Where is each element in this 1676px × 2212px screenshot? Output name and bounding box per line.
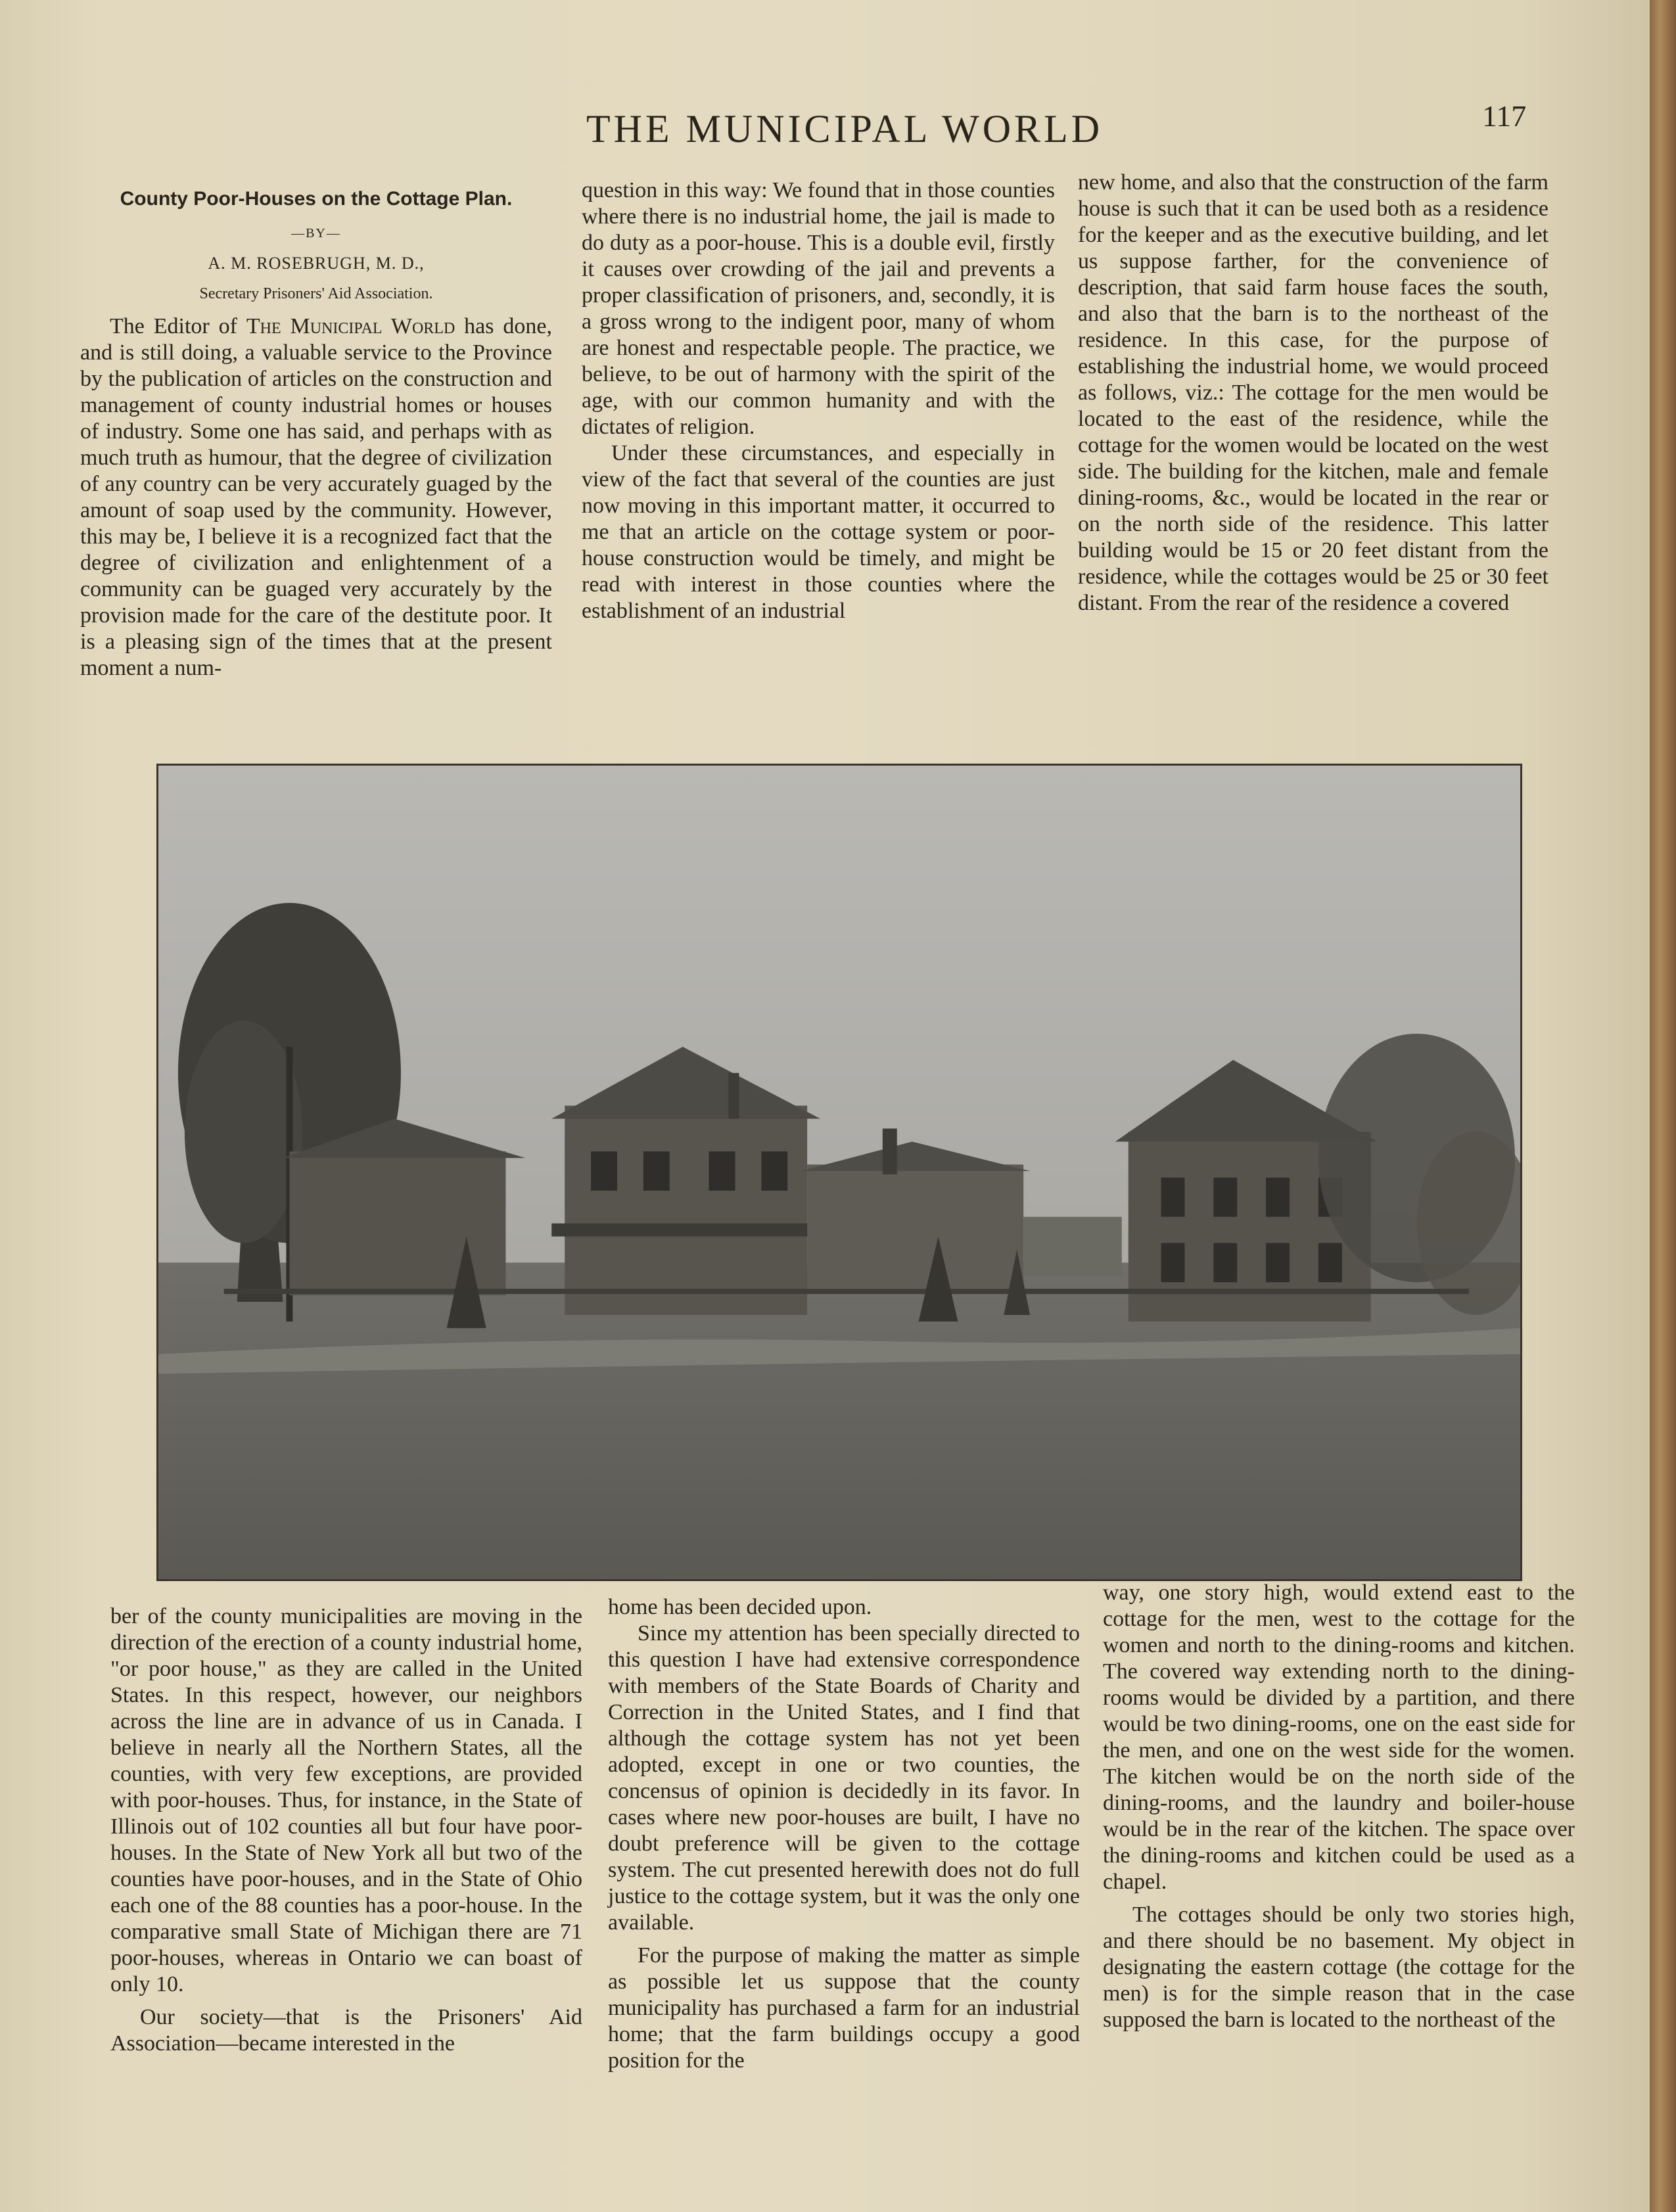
column-3 — [1078, 170, 1548, 616]
paragraph: Our society—that is the Prisoners' Aid Association—became interested in the — [110, 2005, 582, 2056]
paragraph: The cottages should be only two stories high, and there should be no basement. My object in designating the eastern cottage (the cottage for the men) is for the simple reason that in the case supposed the barn is located to the northeast of the — [1103, 1902, 1575, 2032]
photo-illustration — [158, 766, 1520, 1579]
paragraph: ber of the county municipalities are moving in the direction of the erection of a county industrial home, "or poor house," as they are called in the United States. In this respect, however, our neighbors across the line are in advance of us in Canada. I believe in nearly all the Northern States, all the counties, with very few exceptions, are provided with poor-houses. Thus, for instance, in the State of Illinois out of 102 counties all but four have poor-houses. In the State of New York all but two of the counties have poor-houses, and in the State of Ohio each one of the 88 counties has a poor-house. In the comparative small State of Michigan there are 71 poor-houses, whereas in Ontario we can boast of only 10. — [110, 1604, 582, 1996]
paragraph: question in this way: We found that in those counties where there is no industrial home, the jail is made to do duty as a poor-house. This is a double evil, firstly it causes over crowding of the jail and prevents a proper classification of prisoners, and, secondly, it is a gross wrong to the indigent poor, many of whom are honest and respectable people. The practice, we believe, to be out of harmony with the spirit of the age, with our common humanity and with the dictates of religion. — [582, 178, 1055, 439]
column-1 — [80, 186, 552, 681]
article-title: County Poor-Houses on the Cottage Plan. — [120, 188, 513, 210]
paragraph — [80, 313, 552, 681]
paragraph: way, one story high, would extend east to the cottage for the men, west to the cottage for the women and north to the dining-rooms and kitchen. The covered way extending north to the dining-rooms would be divided by a partition, and there would be two dining-rooms, one on the east side for the men, and one on the west side for the women. The kitchen would be on the north side of the dining-rooms, and the laundry and boiler-house would be in the rear of the kitchen. The space over the dining-rooms and kitchen could be used as a chapel. — [1103, 1580, 1575, 1894]
article-affiliation: Secretary Prisoners' Aid Association. — [199, 285, 433, 302]
paragraph: new home, and also that the construction of the farm house is such that it can be used both as a residence for the keeper and as the executive building, and let us suppose farther, for the convenience of description, that said farm house faces the south, and also that the barn is to the northeast of the residence. In this case, for the purpose of establishing the industrial home, we would proceed as follows, viz.: The cottage for the men would be located to the east of the residence, while the cottage for the women would be located on the west side. The building for the kitchen, male and female dining-rooms, &c., would be located in the rear or on the north side of the residence. This latter building would be 15 or 20 feet distant from the residence, while the cottages would be 25 or 30 feet distant. From the rear of the residence a covered — [1078, 170, 1548, 615]
column-6 — [1103, 1580, 1575, 2033]
column-2 — [582, 177, 1055, 624]
paragraph-text: has done, and is still doing, a valuable service to the Province by the publication of articles on the construction and management of county industrial homes or houses of industry. Some one has said, and perhaps with as much truth as humour, that the degree of civilization of any country can be very accurately guaged by the amount of soap used by the community. However, this may be, I believe it is a recognized fact that the degree of civilization and enlightenment of a community can be guaged very accurately by the provision made for the care of the destitute poor. It is a pleasing sign of the times that at the present moment a num- — [80, 314, 552, 680]
paragraph: For the purpose of making the matter as simple as possible let us suppose that the county municipality has purchased a farm for an industrial home; that the farm buildings occupy a good position for the — [608, 1943, 1080, 2073]
column-5 — [608, 1594, 1080, 2074]
book-binding-edge — [1650, 0, 1676, 2212]
article-byline: —BY— — [291, 226, 341, 241]
running-header: THE MUNICIPAL WORLD — [586, 107, 1104, 150]
poor-house-photograph — [156, 764, 1522, 1581]
paragraph-text: The Editor of — [110, 314, 246, 338]
article-author: A. M. ROSEBRUGH, M. D., — [208, 254, 425, 273]
publication-name: The Municipal World — [246, 314, 455, 338]
paragraph: Since my attention has been specially directed to this question I have had extensive correspondence with members of the State Boards of Charity and Correction in the United States, and I find that although the cottage system has not yet been adopted, except in one or two counties, the concensus of opinion is decidedly in its favor. In cases where new poor-houses are built, I have no doubt preference will be given to the cottage system. The cut presented herewith does not do full justice to the cottage system, but it was the only one available. — [608, 1621, 1080, 1935]
paragraph: home has been decided upon. — [608, 1595, 872, 1619]
page-number: 117 — [1482, 99, 1527, 133]
column-4 — [110, 1603, 582, 2057]
paragraph: Under these circumstances, and especially in view of the fact that several of the counties are just now moving in this important matter, it occurred to me that an article on the cottage system or poor-house construction would be timely, and might be read with interest in those counties where the establishment of an industrial — [582, 441, 1055, 623]
